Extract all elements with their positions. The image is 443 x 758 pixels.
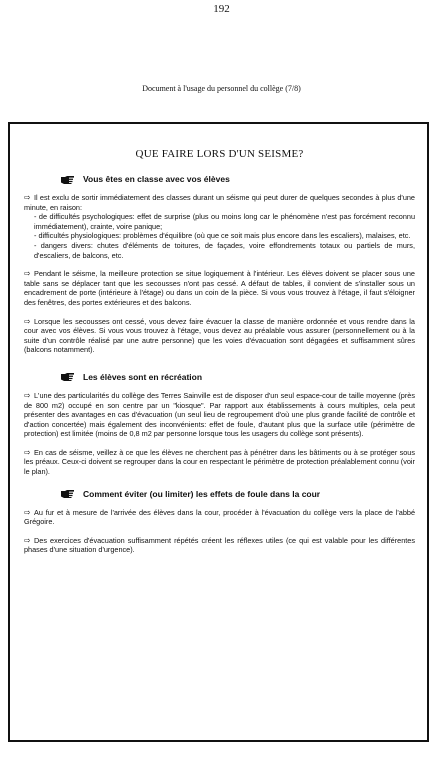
paragraph-text: Des exercices d'évacuation suffisamment répétés créent les réflexes utiles (ce qui est valable pour les différentes phases d'une situation d'urgence). (24, 535, 415, 555)
pointing-hand-icon (60, 175, 76, 184)
paragraph-text: Pendant le séisme, la meilleure protection se situe logiquement à l'intérieur. Les élèves doivent se placer sous une table sans se déplacer tant que les secousses n'ont pas cessé. A défaut de tables, il convient de s'installer sous un encadrement de porte (intérieure à l'étage) ou dans un coin de la pièce. Si vous vous trouvez à l'étage, il faut s'éloigner des fenêtres, des portes extérieures et des balcons. (24, 269, 415, 307)
arrow-bullet-icon: ⇨ (24, 316, 31, 326)
section-heading (60, 372, 415, 382)
arrow-bullet-icon: ⇨ (24, 269, 31, 279)
arrow-bullet-icon: ⇨ (24, 193, 31, 202)
arrow-bullet-icon: ⇨ (24, 390, 31, 400)
arrow-bullet-icon: ⇨ (24, 447, 31, 457)
list-item: - difficultés physiologiques: problèmes d'équilibre (où que ce soit mais plus encore dans les escaliers), malaises, etc. (34, 231, 411, 241)
paragraph-text: Au fur et à mesure de l'arrivée des élèves dans la cour, procéder à l'évacuation du collège vers la place de l'abbé Grégoire. (24, 507, 415, 527)
paragraph-text: L'une des particularités du collège des Terres Sainville est de disposer d'un seul espace-cour de taille moyenne (près de 800 m2) occupé en son centre par un "kiosque". Par rapport aux établissements à cours multiples, cela peut présenter des avantages en cas d'évacuation (un seul lieu de regroupement d'où une plus grande facilité de contrôle et d'action concertée) mais également des inconvénients: effet de foule, d'autant plus que la surface utile (périmètre de protection) est limitée (moins de 0,8 m2 par personne lorsque tous les usagers du collège sont présents). (24, 390, 415, 439)
section-heading-text: Comment éviter (ou limiter) les effets de foule dans la cour (83, 488, 321, 499)
arrow-bullet-icon: ⇨ (24, 535, 31, 545)
paragraph (24, 317, 415, 355)
page-number: 192 (213, 3, 230, 15)
paragraph (24, 508, 415, 527)
paragraph-text: En cas de séisme, veillez à ce que les élèves ne cherchent pas à pénétrer dans les bâtiments ou à se protéger sous les préaux. Ceux-ci doivent se regrouper dans la cour en respectant le périmètre de protection préalablement connu (voir le plan). (24, 447, 415, 477)
paragraph (24, 269, 415, 307)
page-title: QUE FAIRE LORS D'UN SEISME? (135, 148, 304, 160)
pointing-hand-icon (60, 372, 76, 381)
list-item: - de difficultés psychologiques: effet de surprise (plus ou moins long car le phénomène n'est pas forcément reconnu immédiatement), crainte, voire panique; (34, 212, 415, 231)
paragraph (24, 193, 415, 260)
document-header: Document à l'usage du personnel du collège (7/8) (142, 84, 301, 93)
pointing-hand-icon (60, 489, 76, 498)
content-frame (8, 122, 429, 742)
section-heading (60, 489, 415, 499)
section-heading-text: Vous êtes en classe avec vos élèves (83, 174, 230, 184)
section-heading-text: Les élèves sont en récréation (83, 371, 203, 382)
arrow-bullet-icon: ⇨ (24, 507, 31, 517)
paragraph (24, 391, 415, 439)
paragraph (24, 536, 415, 555)
list-item: - dangers divers: chutes d'éléments de toitures, de façades, voire effondrements totaux ou partiels de murs, d'escaliers, de balcons, etc. (34, 240, 415, 260)
paragraph-text: Lorsque les secousses ont cessé, vous devez faire évacuer la classe de manière ordonnée et vous rendre dans la cour avec vos élèves. Si vous vous trouvez à l'étage, vous devez au préalable vous assurer (personnellement ou à la suite d'un contrôle réalisé par une autre personne) que les voies d'évacuation sont dégagées et suffisamment sûres (balcons notamment). (24, 316, 415, 355)
section-heading (60, 174, 415, 184)
paragraph (24, 448, 415, 477)
paragraph-text: Il est exclu de sortir immédiatement des classes durant un séisme qui peut durer de quelques secondes à plus d'une minute, en raison: (24, 193, 415, 212)
